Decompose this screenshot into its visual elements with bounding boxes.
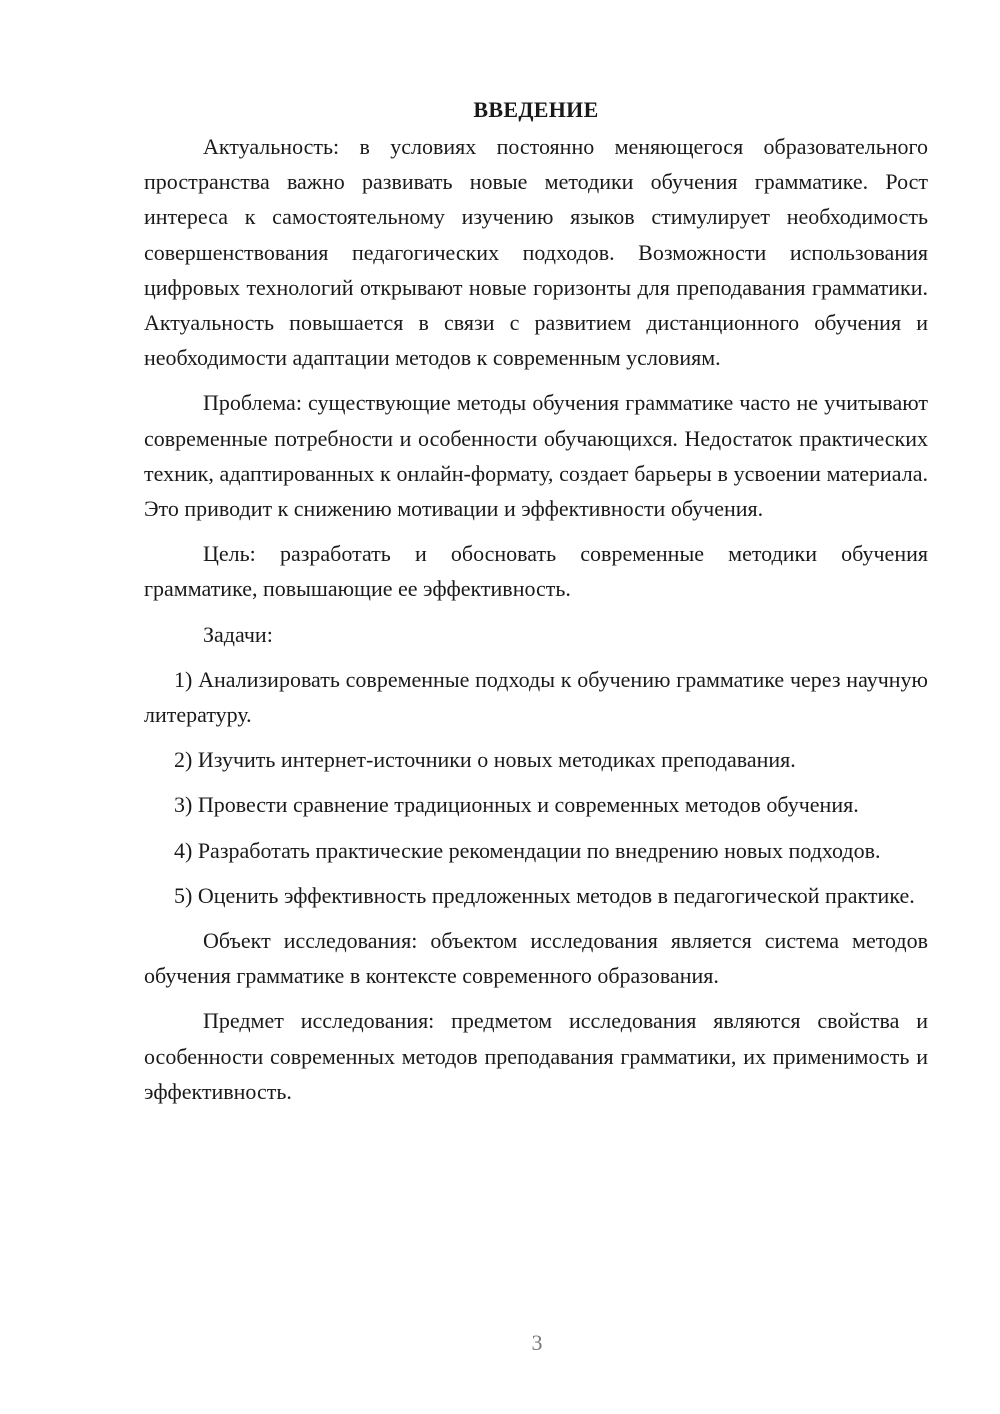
- goal-paragraph: Цель: разработать и обосновать современные методики обучения грамматике, повышающие ее эффективность.: [144, 541, 928, 602]
- tasks-heading: Задачи:: [203, 621, 273, 647]
- relevance-paragraph: Актуальность: в условиях постоянно меняющегося образовательного пространства важно развивать новые методики обучения грамматике. Рост интереса к самостоятельному изучению языков стимулирует необходимость совершенствования педагогических подходов. Возможности использования цифровых технологий открывают новые горизонты для преподавания грамматики. Актуальность повышается в связи с развитием дистанционного обучения и необходимости адаптации методов к современным условиям.: [144, 134, 928, 371]
- task-item-1: 1) Анализировать современные подходы к обучению грамматике через научную литературу.: [144, 666, 928, 728]
- task-item-2: 2) Изучить интернет-источники о новых методиках преподавания.: [174, 747, 796, 773]
- document-page: [144, 92, 928, 1119]
- page-title: ВВЕДЕНИЕ: [473, 97, 599, 122]
- research-subject-paragraph: Предмет исследования: предметом исследования являются свойства и особенности современных методов преподавания грамматики, их применимость и эффективность.: [144, 1008, 928, 1104]
- research-object-paragraph: Объект исследования: объектом исследования является система методов обучения грамматике в контексте современного образования.: [144, 928, 928, 989]
- page-number: 3: [531, 1330, 543, 1355]
- task-item-4: 4) Разработать практические рекомендации по внедрению новых подходов.: [174, 837, 881, 863]
- task-item-5: 5) Оценить эффективность предложенных методов в педагогической практике.: [174, 882, 915, 908]
- task-item-3: 3) Провести сравнение традиционных и современных методов обучения.: [174, 792, 859, 818]
- problem-paragraph: Проблема: существующие методы обучения грамматике часто не учитывают современные потребности и особенности обучающихся. Недостаток практических техник, адаптированных к онлайн-формату, создает барьеры в усвоении материала. Это приводит к снижению мотивации и эффективности обучения.: [144, 390, 928, 522]
